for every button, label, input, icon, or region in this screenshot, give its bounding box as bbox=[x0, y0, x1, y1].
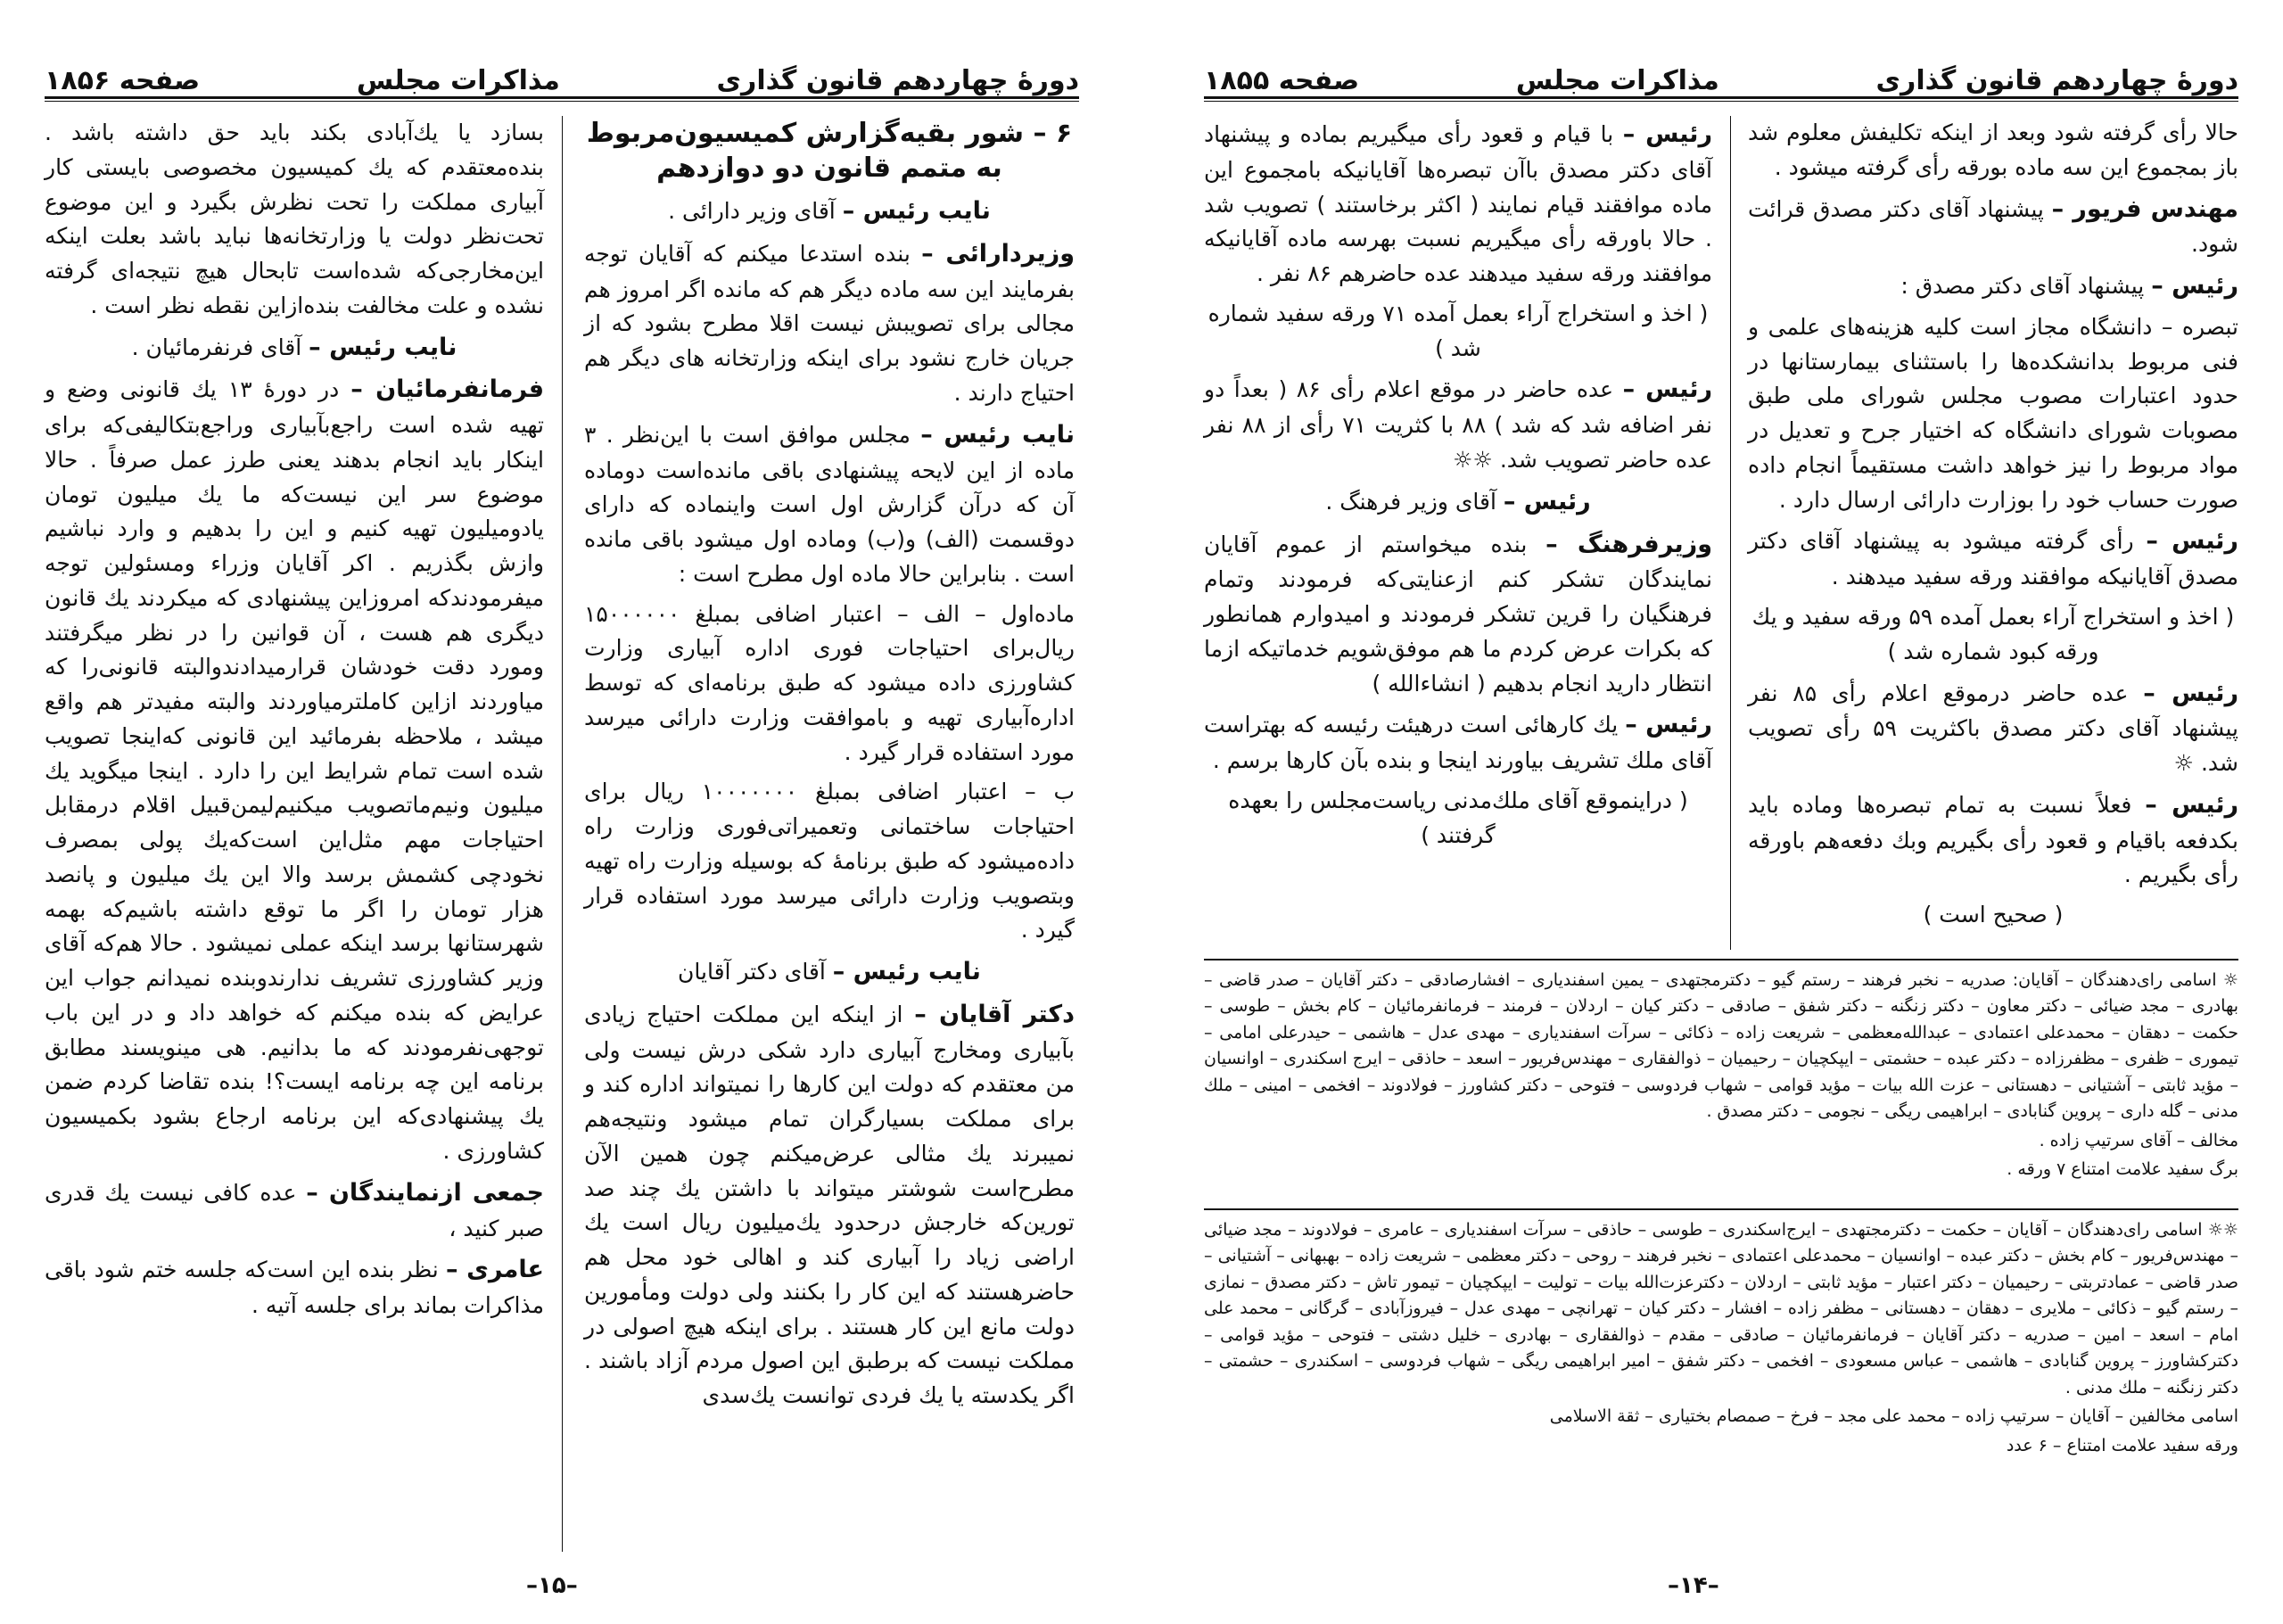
paragraph bbox=[45, 116, 544, 324]
speech-text: فعلاً نسبت به تمام تبصره‌ها وماده باید بکدفعه باقیام و قعود رأی بگیریم وبك دفعه‌هم باورقه رأی بگیریم . bbox=[1748, 791, 2238, 888]
speaker-name: رئیس – bbox=[1625, 711, 1712, 739]
header-title: مذاکرات مجلس bbox=[1515, 64, 1719, 96]
speech-text: ( اخذ و استخراج آراء بعمل آمده ۵۹ ورقه سفید و یك ورقه کبود شماره شد ) bbox=[1751, 604, 2235, 664]
speech-text: با قیام و قعود رأی میگیریم بماده و پیشنهاد آقای دکتر مصدق باآن تبصره‌ها آقایانیکه بامجموع این ماده موافقند قیام نمایند ( اکثر برخاستند ) تصویب شد . حالا باورقه رأی میگیریم نسبت بهرسه ماده آقایانیکه موافقند ورقه سفید میدهند عده حاضرهم ۸۶ نفر . bbox=[1204, 121, 1712, 287]
footnote-voters-1 bbox=[1204, 968, 2238, 1186]
paragraph bbox=[1204, 297, 1712, 367]
speech-text: آقای وزیر دارائی . bbox=[668, 198, 836, 224]
paragraph bbox=[45, 1175, 544, 1247]
paragraph bbox=[1204, 706, 1712, 779]
page-1856 bbox=[0, 0, 1115, 1624]
column-divider bbox=[1730, 116, 1731, 950]
paragraph bbox=[45, 1251, 544, 1323]
page-footer-number: –۱۴– bbox=[1668, 1572, 1719, 1599]
speaker-name: نایب رئیس – bbox=[832, 958, 981, 986]
paragraph bbox=[1748, 191, 2238, 263]
paragraph bbox=[1204, 371, 1712, 477]
speech-text: نظر بنده این است‌که جلسه ختم شود باقی مذاکرات بماند برای جلسه آتیه . bbox=[45, 1257, 544, 1319]
speaker-name: رئیس – bbox=[2151, 272, 2238, 301]
paragraph bbox=[584, 598, 1075, 771]
paragraph bbox=[45, 329, 544, 367]
page-header bbox=[45, 61, 1079, 100]
paragraph bbox=[1748, 268, 2238, 305]
footnote-line: برگ سفید علامت امتناع ۷ ورقه . bbox=[2007, 1159, 2238, 1180]
speaker-name: نایب رئیس – bbox=[920, 420, 1075, 449]
speech-text: بنده میخواستم از عموم آقایان نمایندگان تشکر کنم ازعنایتی‌که فرمودند وتمام فرهنگیان را قرین تشکر فرمودند و امیدوارم همانطور که بکرات عرض کردم ما هم موفق‌شویم خدماتیکه ازما انتظار دارید انجام بدهیم ( انشاءالله ) bbox=[1204, 531, 1712, 697]
speaker-name: عامری – bbox=[445, 1256, 544, 1284]
speaker-name: نایب رئیس – bbox=[309, 333, 457, 361]
speech-text: یك کارهائی است درهیئت رئیسه که بهتراست آقای ملك تشریف بیاورند اینجا و بنده بآن کارها برسم . bbox=[1204, 712, 1712, 774]
header-rule bbox=[1204, 96, 2238, 102]
speech-text: پیشنهاد آقای دکتر مصدق قرائت شود. bbox=[1748, 195, 2238, 258]
speaker-name: نایب رئیس – bbox=[842, 197, 991, 225]
speaker-name: دکتر آقایان – bbox=[914, 1000, 1075, 1028]
column-divider bbox=[562, 116, 563, 1552]
header-rule bbox=[45, 96, 1079, 102]
paragraph bbox=[584, 235, 1075, 411]
speech-text: عده حاضر در موقع اعلام رأی ۸۶ ( بعداً دو نفر اضافه شد که شد ) ۸۸ با کثریت ۷۱ رأی از ۸۸ نفر عده حاضر تصویب شد. ☼☼ bbox=[1204, 376, 1712, 473]
speech-text: بسازد یا یك‌آبادی بکند باید حق داشته باشد . بنده‌معتقدم که یك کمیسیون مخصوصی بایستی کار آبیاری مملکت را تحت نظرش بگیرد و این موضوع تحت‌نظر دولت یا وزارتخانه‌ها نباید باشد بعلت اینکه این‌مخارجی‌که شده‌است تابحال هیچ نتیجه‌ای گرفته نشده و علت مخالفت بنده‌ازاین نقطه نظر است . bbox=[45, 120, 544, 318]
page-header bbox=[1204, 61, 2238, 100]
speaker-name: رئیس – bbox=[2145, 790, 2238, 819]
speech-text: مجلس موافق است با این‌نظر . ۳ ماده از این لایحه پیشنهادی باقی مانده‌است دوماده آن که درآن گزارش اول است واینماده که دارای دوقسمت (الف) و(ب) وماده اول میشود باقی مانده است . بنابراین حالا ماده اول مطرح است : bbox=[584, 421, 1075, 587]
header-page-number: صفحه ۱۸۵۶ bbox=[45, 64, 201, 96]
footnote-line: ☼☼ اسامی رای‌دهندگان – آقایان – حکمت – دکترمجتهدی – ایرج‌اسکندری – طوسی – حاذقی – سرآت اسفندیاری – عامری – فولادوند – مجد ضیائی – مهندس‌فریور – کام بخش – دکتر عبده – اوانسیان – محمدعلی اعتمادی – نخبر فرهند – روحی – دکتر معظمی – شریعت زاده – بهبهانی – آشتیانی – صدر قاضی – عمادتربتی – رحیمیان – دکتر اعتبار – مؤید ثابتی – اردلان – دکترعزت‌الله بیات – تولیت – ایپکچیان – تیمور تاش – دکتر مصدق – نمازی – رستم گیو – ذکائی – ملایری – دهقان – دهستانی – مظفر زاده – افشار – دکتر کیان – تهرانچی – مهدی عدل – فیروزآبادی – گرگانی – محمد علی امام – اسعد – امین – صدریه – دکتر آقایان – فرمانفرمائیان – صادقی – مقدم – ذوالفقاری – بهادری – خلیل دشتی – فتوحی – مؤید قوامی – دکترکشاورز – پروین گنابادی – هاشمی – عباس مسعودی – افخمی – دکتر شفق – امیر ابراهیمی ریگی – شهاب فردوسی – اسکندری – حشمتی – دکتر زنگنه – ملك مدنی . bbox=[1204, 1220, 2238, 1397]
speech-text: ( دراینموقع آقای ملك‌مدنی ریاست‌مجلس را بعهده گرفتند ) bbox=[1228, 787, 1688, 848]
header-term: دورهٔ چهاردهم قانون گذاری bbox=[1875, 64, 2238, 96]
speaker-name: رئیس – bbox=[1622, 375, 1712, 404]
paragraph bbox=[1204, 483, 1712, 521]
paragraph bbox=[584, 416, 1075, 592]
speaker-name: فرمانفرمائیان – bbox=[350, 375, 545, 404]
page-1855 bbox=[1168, 0, 2283, 1624]
speech-text: تبصره – دانشگاه مجاز است کلیه هزینه‌های علمی و فنی مربوط بدانشکده‌ها را باستثنای بیمارستانها در حدود اعتبارات مصوب مجلس شورای ملی طبق مصوبات شورای دانشگاه که اختیار جرح و تعدیل در مواد مربوط را نیز خواهد داشت مستقیماً انجام داده صورت حساب خود را بوزارت دارائی ارسال دارد . bbox=[1748, 313, 2238, 513]
header-title: مذاکرات مجلس bbox=[356, 64, 560, 96]
paragraph bbox=[1204, 526, 1712, 702]
paragraph bbox=[584, 775, 1075, 948]
column-left bbox=[45, 116, 544, 1329]
speech-text: آقای وزیر فرهنگ . bbox=[1325, 488, 1496, 515]
header-term: دورهٔ چهاردهم قانون گذاری bbox=[716, 64, 1079, 96]
paragraph bbox=[584, 953, 1075, 991]
speech-text: ب – اعتبار اضافی بمبلغ ۱۰۰۰۰۰۰۰ ریال برای احتیاجات ساختمانی وتعمیراتی‌فوری وزارت راه داده‌میشود که طبق برنامهٔ که بوسیله وزارت راه تهیه وبتصویب وزارت دارائی میرسد مورد استفاده قرار گیرد . bbox=[584, 779, 1075, 944]
column-right-body bbox=[584, 193, 1075, 1414]
footnote-line: مخالف – آقای سرتیپ زاده . bbox=[2039, 1130, 2238, 1150]
paragraph bbox=[45, 371, 544, 1168]
paragraph bbox=[584, 996, 1075, 1414]
column-right bbox=[584, 116, 1075, 1419]
speech-text: بنده استدعا میکنم که آقایان توجه بفرمایند این سه ماده دیگر هم که مانده اگر امروز هم مجالی برای تصویبش نیست اقلا مطرح بشود که از جریان خارج نشود برای اینکه وزارتخانه های دیگر هم احتیاج دارند . bbox=[584, 240, 1075, 406]
speech-text: عده حاضر درموقع اعلام رأی ۸۵ نفر پیشنهاد آقای دکتر مصدق باکثریت ۵۹ رأی تصویب شد. ☼ bbox=[1748, 680, 2238, 777]
speech-text: ( صحیح است ) bbox=[1923, 902, 2064, 928]
speech-text: آقای دکتر آقایان bbox=[678, 959, 826, 985]
speech-text: حالا رأی گرفته شود وبعد از اینکه تکلیفش معلوم شد باز بمجموع این سه ماده بورقه رأی گرفته میشود . bbox=[1748, 120, 2238, 180]
paragraph bbox=[1204, 116, 1712, 292]
footnote-line: ☼ اسامی رای‌دهندگان – آقایان: صدریه – نخبر فرهند – رستم گیو – دکترمجتهدی – یمین اسفندیاری – افشارصادقی – دکتر آقایان – صدر قاضی – بهادری – مجد ضیائی – دکتر معاون – دکتر زنگنه – دکتر شفق – صادقی – دکتر کیان – اردلان – فرمند – فرمانفرمائیان – کام بخش – طوسی – حکمت – دهقان – محمدعلی اعتمادی – عبدالله‌معظمی – شریعت زاده – ذکائی – سرآت اسفندیاری – مهدی عدل – هاشمی – حیدرعلی امامی – تیموری – ظفری – مظفرزاده – دکتر عبده – حشمتی – ایپکچیان – رحیمیان – ذوالفقاری – مهندس‌فریور – اسعد – حاذقی – ایرج اسکندری – اوانسیان – مؤید ثابتی – آشتیانی – دهستانی – عزت الله بیات – مؤید قوامی – شهاب فردوسی – فتوحی – دکتر کشاورز – فولادوند – افخمی – امینی – ملك مدنی – گله داری – پروین گنابادی – ابراهیمی ریگی – نجومی – دکتر مصدق . bbox=[1204, 970, 2238, 1122]
footnote-line: ورقه سفید علامت امتناع – ۶ عدد bbox=[2006, 1435, 2238, 1455]
speaker-name: رئیس – bbox=[1503, 487, 1591, 515]
column-left bbox=[1204, 116, 1712, 858]
speech-text: ( اخذ و استخراج آراء بعمل آمده ۷۱ ورقه سفید شماره شد ) bbox=[1207, 300, 1709, 361]
paragraph bbox=[1748, 116, 2238, 185]
speaker-name: وزیرفرهنگ – bbox=[1545, 530, 1712, 558]
paragraph bbox=[1748, 310, 2238, 518]
header-page-number: صفحه ۱۸۵۵ bbox=[1204, 64, 1360, 96]
speech-text: ماده‌اول – الف – اعتبار اضافی بمبلغ ۱۵۰۰۰۰۰۰ ریال‌برای احتیاجات فوری اداره آبیاری وزارت کشاورزی داده میشود که طبق برنامه‌ای که توسط اداره‌آبیاری تهیه و باموافقت وزارت دارائی میرسد مورد استفاده قرار گیرد . bbox=[584, 600, 1075, 765]
speech-text: عده کافی نیست یك قدری صبر کنید ، bbox=[45, 1179, 544, 1241]
paragraph bbox=[1204, 784, 1712, 853]
speaker-name: رئیس – bbox=[2146, 527, 2238, 556]
speech-text: رأی گرفته میشود به پیشنهاد آقای دکتر مصدق آقایانیکه موافقند ورقه سفید میدهند . bbox=[1748, 528, 2238, 590]
section-title: ۶ – شور بقیه‌گزارش کمیسیون‌مربوط به متمم قانون دو دوازدهم bbox=[586, 118, 1073, 184]
paragraph bbox=[1748, 675, 2238, 781]
paragraph bbox=[1748, 600, 2238, 670]
speech-text: از اینکه این مملکت احتیاج زیادی بآبیاری ومخارج آبیاری دارد شکی درش نیست ولی من معتقدم که دولت این کارها را نمیتواند اداره کند و برای مملکت بسیار‌گران تمام میشود ونتیجه‌هم نمیبرند یك مثالی عرض‌میکنم چون همین الآن مطرح‌است شوشتر میتواند با داشتن یك چند صد تورین‌که خارجش درحدود یك‌میلیون ریال است یك اراضی زیاد را آبیاری کند و اهالی خود محل هم حاضرهستند که این کار را بکنند ولی دولت ومأمورین دولت مانع این کار هستند . برای اینکه هیچ اصولی در مملکت نیست که برطبق این اصول مردم آزاد باشند . اگر یکدسته یا یك فردی توانست یك‌سدی bbox=[584, 1001, 1075, 1409]
paragraph bbox=[1748, 787, 2238, 893]
footnote-rule bbox=[1204, 959, 2238, 960]
paragraph bbox=[1748, 898, 2238, 933]
footnote-rule-2 bbox=[1204, 1208, 2238, 1210]
speaker-name: رئیس – bbox=[2143, 679, 2238, 707]
column-right bbox=[1748, 116, 2238, 938]
speech-text: در دورهٔ ۱۳ یك قانونی وضع و تهیه شده است راجع‌بآبیاری وراجع‌بتکالیفی‌که برای اینکار باید انجام بدهند یعنی طرز عمل صرفاً . حالا موضوع سر این نیست‌که ما یك میلیون تومان یادومیلیون تهیه کنیم و این را بدهیم و وارد نباشیم وازش بگذریم . اکر آقایان وزراء ومسئولین توجه میفرمودندکه امروزاین پیشنهادی که میکردند یك قانون دیگری هم هست ، آن قوانین را در نظر میگرفتند ومورد دقت خودشان قرارمیدادندوالبته قانونی‌را که میاوردند ازاین کاملترمیاوردند والبته مفیدتر هم واقع میشد ، ملاحظه بفرمائید این قانونی که‌اینجا تصویب شده است تمام شرایط این را دارد . اینجا میگوید یك میلیون ونیم‌ماتصویب میکنیم‌لیمن‌قبیل اقلام درمقابل احتیاجات مهم مثل‌این است‌که‌یك پولی بمصرف نخودچی کشمش برسد والا این یك میلیون و پانصد هزار تومان را اگر ما توقع داشته باشیم‌که بهمه شهرستانها برسد اینکه عملی نمیشود . حالا هم‌که آقای وزیر کشاورزی تشریف ندارند‌وبنده نمیدانم جواب این عرایض که بنده میکنم که خواهد داد و در این باب توجهی‌نفرمودند که ما بدانیم. هی مینویسند مطابق برنامه این چه برنامه ایست؟! بنده تقاضا کردم ضمن یك پیشنهادی‌که این برنامه ارجاع بشود بکمیسیون کشاورزی . bbox=[45, 376, 544, 1164]
footnote-line: اسامی مخالفین – آقایان – سرتیپ زاده – محمد علی مجد – فرخ – صمصام بختیاری – ثقة الاسلامی bbox=[1549, 1406, 2238, 1427]
page-footer-number: –۱۵– bbox=[526, 1572, 578, 1599]
paragraph bbox=[1748, 523, 2238, 595]
speaker-name: رئیس – bbox=[1622, 120, 1712, 148]
speaker-name: مهندس فریور – bbox=[2051, 194, 2238, 223]
speech-text: آقای فرنفرمائیان . bbox=[131, 334, 302, 360]
speaker-name: جمعی ازنمایندگان – bbox=[306, 1178, 545, 1207]
paragraph bbox=[584, 193, 1075, 230]
speech-text: پیشنهاد آقای دکتر مصدق : bbox=[1900, 273, 2145, 300]
footnote-voters-2 bbox=[1204, 1217, 2238, 1462]
speaker-name: وزیردارائی – bbox=[921, 239, 1075, 268]
